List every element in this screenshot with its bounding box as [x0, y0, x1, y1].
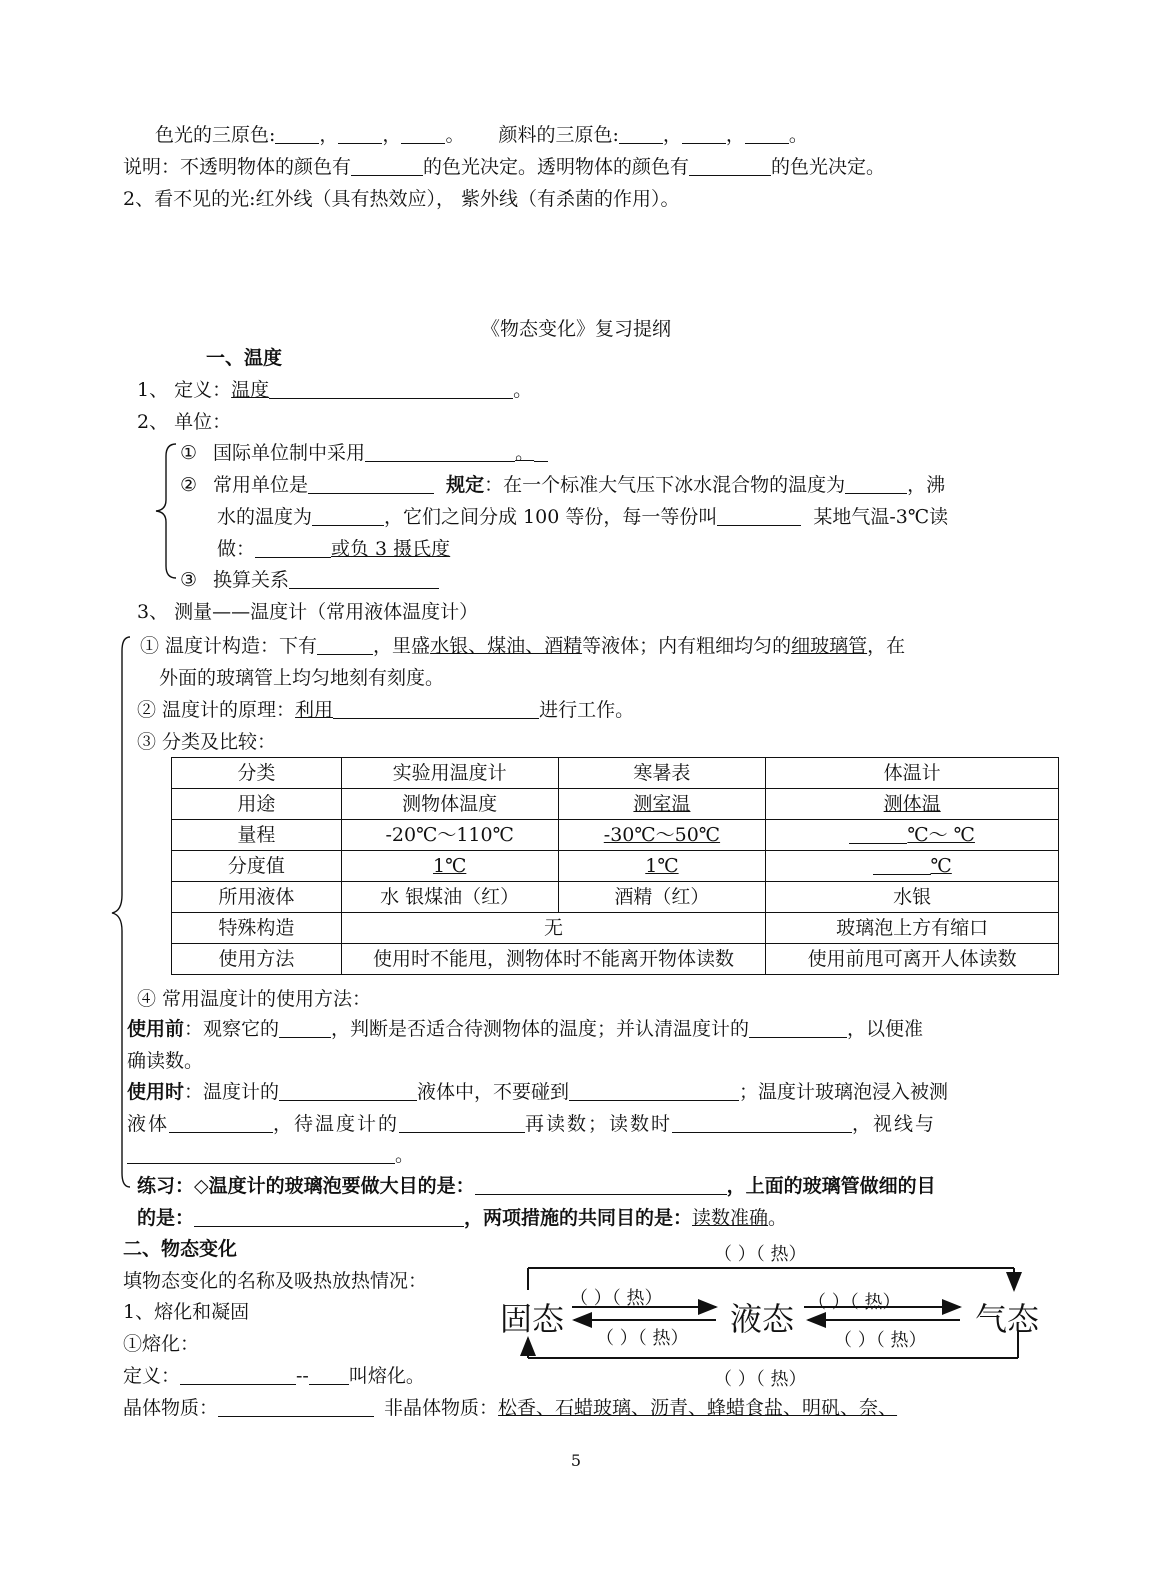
blank[interactable]	[255, 537, 331, 558]
blank[interactable]	[399, 1112, 525, 1133]
blank[interactable]	[279, 1080, 417, 1101]
measure-item-1-line2: 外面的玻璃管上均匀地刻有刻度。	[159, 667, 445, 689]
table-cell: 实验用温度计	[341, 758, 558, 789]
table-cell: 用途	[172, 789, 342, 820]
table-cell: 无	[341, 913, 766, 944]
blank[interactable]	[745, 123, 789, 144]
curly-brace	[150, 438, 180, 584]
table-row	[172, 789, 1059, 820]
blank[interactable]	[682, 123, 726, 144]
table-cell[interactable]: ℃	[766, 851, 1059, 882]
blank[interactable]	[672, 1112, 852, 1133]
table-cell: 水银	[766, 882, 1059, 913]
vaporization-label[interactable]: （ ）（ 热）	[808, 1292, 901, 1313]
table-row	[172, 913, 1059, 944]
table-cell: -30℃～50℃	[558, 820, 766, 851]
blank[interactable]	[309, 1364, 349, 1385]
blank[interactable]	[717, 505, 801, 526]
measure-item-1: ① 温度计构造：下有 ，里盛水银、煤油、酒精等液体；内有粗细均匀的细玻璃管，在	[140, 635, 906, 657]
during-use-line: 使用时：温度计的 液体中，不要碰到 ；温度计玻璃泡浸入被测	[127, 1081, 949, 1103]
pigment-primary-label: 颜料的三原色:	[498, 124, 619, 146]
invisible-light-line: 2、看不见的光:红外线（具有热效应）， 紫外线（有杀菌的作用）。	[123, 188, 680, 210]
melt-heading: ①熔化：	[123, 1333, 200, 1355]
solid-state-label: 固态	[500, 1300, 565, 1338]
measure-item-3: ③ 分类及比较：	[137, 731, 277, 753]
state-change-intro: 填物态变化的名称及吸热放热情况：	[123, 1270, 428, 1292]
table-cell: 测体温	[766, 789, 1059, 820]
blank[interactable]	[289, 568, 439, 589]
table-cell: 水 银煤油（红）	[341, 882, 558, 913]
during-use-line2: 液体 ，待温度计的 再读数；读数时 ，视线与	[127, 1113, 937, 1135]
table-row	[172, 944, 1059, 975]
blank[interactable]	[365, 441, 515, 462]
blank[interactable]	[351, 155, 423, 176]
measure-item-4: ④ 常用温度计的使用方法：	[137, 988, 372, 1010]
table-cell[interactable]: ℃～ ℃	[766, 820, 1059, 851]
desublimation-label[interactable]: （ ）（ 热）	[714, 1369, 807, 1390]
blank[interactable]	[569, 1080, 739, 1101]
blank[interactable]	[275, 123, 319, 144]
blank[interactable]	[312, 505, 384, 526]
table-cell: -20℃～110℃	[341, 820, 558, 851]
blank[interactable]	[308, 473, 434, 494]
table-cell: 使用前甩可离开人体读数	[766, 944, 1059, 975]
blank[interactable]	[269, 378, 513, 399]
crystal-line: 晶体物质： 非晶体物质：松香、石蜡玻璃、沥青、蜂蜡食盐、明矾、奈、	[123, 1397, 898, 1419]
blank[interactable]	[401, 123, 445, 144]
blank[interactable]	[689, 155, 771, 176]
primary-colors-line: 色光的三原色: ， ， 。 颜料的三原色: ， ， 。	[155, 124, 808, 146]
during-use-line3: 。	[127, 1142, 414, 1168]
blank[interactable]	[619, 123, 663, 144]
table-cell: 1℃	[341, 851, 558, 882]
table-cell: 分类	[172, 758, 342, 789]
blank[interactable]	[475, 1174, 727, 1195]
melt-definition: 定义： -- 叫熔化。	[123, 1365, 425, 1387]
table-cell: 寒暑表	[558, 758, 766, 789]
table-cell: 使用时不能甩，测物体时不能离开物体读数	[341, 944, 766, 975]
table-cell: 量程	[172, 820, 342, 851]
unit-item-3: ③ 换算关系	[180, 567, 439, 593]
section-heading-state-change: 二、物态变化	[123, 1238, 238, 1260]
blank[interactable]	[279, 1017, 331, 1038]
page-title: 《物态变化》复习提纲	[480, 318, 671, 340]
page-number: 5	[570, 1451, 582, 1470]
liquid-state-label: 液态	[730, 1300, 795, 1338]
table-cell: 所用液体	[172, 882, 342, 913]
section-heading-temperature: 一、温度	[206, 347, 283, 369]
blank[interactable]	[169, 1112, 273, 1133]
measure-item-2: ② 温度计的原理：利用 进行工作。	[137, 699, 635, 721]
measure-line: 3、 测量——温度计（常用液体温度计）	[137, 601, 479, 623]
table-cell: 体温计	[766, 758, 1059, 789]
blank[interactable]	[333, 698, 539, 719]
liquefaction-label[interactable]: （ ）（ 热）	[834, 1330, 927, 1351]
blank[interactable]	[194, 1206, 464, 1227]
table-cell: 测物体温度	[341, 789, 558, 820]
curly-brace-large	[108, 633, 134, 1193]
definition-line: 1、 定义：温度 。	[137, 379, 533, 401]
unit-line: 2、 单位：	[137, 411, 232, 433]
exercise-line: 练习：◇温度计的玻璃泡要做大目的是： ，上面的玻璃管做细的目	[137, 1175, 936, 1197]
before-use-line: 使用前：观察它的 ，判断是否适合待测物体的温度；并认清温度计的 ，以便准	[127, 1018, 924, 1040]
table-row	[172, 851, 1059, 882]
unit-item-1: ① 国际单位制中采用 。	[180, 440, 548, 466]
unit-item-2: ② 常用单位是 规定：在一个标准大气压下冰水混合物的温度为 ，沸	[180, 474, 946, 496]
blank[interactable]	[845, 473, 907, 494]
table-row	[172, 758, 1059, 789]
melt-solidify-heading: 1、熔化和凝固	[123, 1301, 250, 1323]
unit-item-2-line3: 做： 或负 3 摄氏度	[217, 538, 451, 560]
exercise-line2: 的是： ，两项措施的共同目的是：读数准确。	[137, 1207, 788, 1229]
color-note-line: 说明：不透明物体的颜色有 的色光决定。透明物体的颜色有 的色光决定。	[123, 156, 886, 178]
table-cell: 分度值	[172, 851, 342, 882]
before-use-line2: 确读数。	[127, 1050, 204, 1072]
blank[interactable]	[338, 123, 382, 144]
blank[interactable]	[218, 1396, 374, 1417]
gas-state-label: 气态	[975, 1300, 1040, 1338]
unit-item-2-line2: 水的温度为 ，它们之间分成 100 等份，每一等份叫 某地气温-3℃读	[217, 506, 949, 528]
solidification-label[interactable]: （ ）（ 热）	[596, 1328, 689, 1349]
table-cell: 1℃	[558, 851, 766, 882]
melting-label[interactable]: （ ）（ 热）	[570, 1288, 663, 1309]
thermometer-comparison-table	[171, 757, 1059, 975]
blank[interactable]	[180, 1364, 296, 1385]
light-primary-label: 色光的三原色:	[155, 124, 276, 146]
table-cell: 测室温	[558, 789, 766, 820]
blank[interactable]	[127, 1143, 395, 1164]
table-cell: 玻璃泡上方有缩口	[766, 913, 1059, 944]
table-cell: 特殊构造	[172, 913, 342, 944]
blank[interactable]	[749, 1017, 847, 1038]
blank[interactable]	[317, 634, 373, 655]
table-row	[172, 820, 1059, 851]
sublimation-label[interactable]: （ ）（ 热）	[714, 1244, 807, 1265]
table-cell: 使用方法	[172, 944, 342, 975]
table-cell: 酒精（红）	[558, 882, 766, 913]
table-row	[172, 882, 1059, 913]
